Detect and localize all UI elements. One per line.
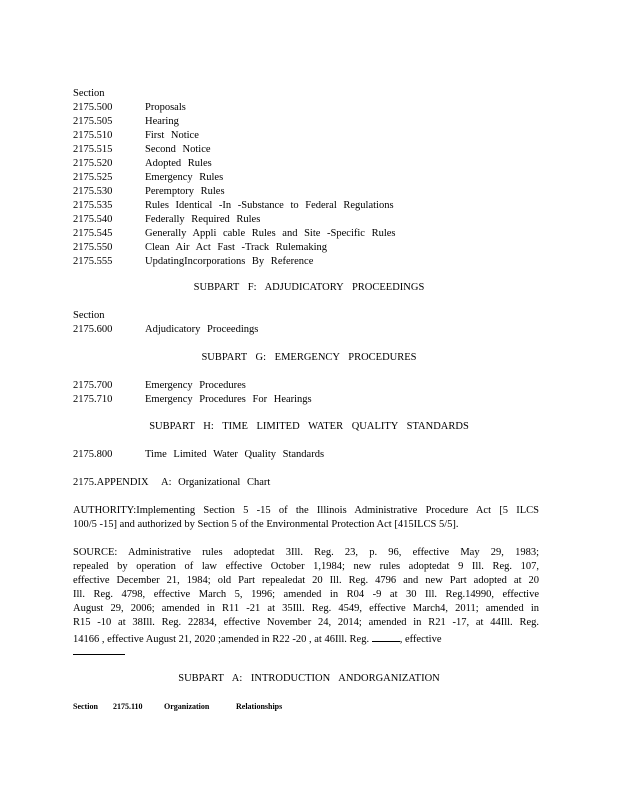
section-number: 2175.540 (73, 214, 113, 225)
toc-row (73, 379, 312, 393)
subpart-a-heading: SUBPART A: INTRODUCTION ANDORGANIZATION (178, 673, 440, 684)
toc-row (73, 101, 395, 115)
subpart-h-heading: SUBPART H: TIME LIMITED WATER QUALITY STANDARDS (149, 421, 469, 432)
section-number: 2175.505 (73, 116, 113, 127)
appendix-entry (73, 476, 270, 490)
toc-section-header: Section (73, 88, 105, 99)
toc-section-header: Section (73, 310, 105, 321)
section-number: 2175.600 (73, 324, 113, 335)
toc-row (73, 241, 395, 255)
section-number: 2175.525 (73, 172, 113, 183)
section-title: Hearing (145, 116, 179, 127)
section-footer-line (73, 700, 282, 714)
section-number: 2175.515 (73, 144, 113, 155)
section-number: 2175.550 (73, 242, 113, 253)
source-line: August 29, 2006; amended in R11 -21 at 35Ill. Reg. 4549, effective March4, 2011; amended in (73, 603, 539, 614)
toc-row (73, 157, 395, 171)
source-line: Ill. Reg. 4798, effective March 5, 1996; amended in R04 -9 at 30 Ill. Reg.14990, effective (73, 589, 539, 600)
toc-subpart-f (73, 309, 258, 337)
toc-row (73, 171, 395, 185)
section-title: Second Notice (145, 144, 211, 155)
section-title: Adjudicatory Proceedings (145, 324, 259, 335)
section-title: First Notice (145, 130, 199, 141)
toc-row (73, 448, 324, 462)
authority-line: AUTHORITY:Implementing Section 5 -15 of the Illinois Administrative Procedure Act [5 ILCS (73, 505, 539, 516)
toc-subpart-g (73, 379, 312, 407)
section-title: UpdatingIncorporations By Reference (145, 256, 314, 267)
toc-rows (73, 101, 395, 269)
section-number: 2175.555 (73, 256, 113, 267)
toc-row (73, 199, 395, 213)
toc-row (73, 185, 395, 199)
section-number: 2175.530 (73, 186, 113, 197)
blank-underline (73, 654, 125, 655)
section-title: Emergency Procedures For Hearings (145, 394, 312, 405)
toc-row (73, 129, 395, 143)
section-number: 2175.500 (73, 102, 113, 113)
source-line: effective December 21, 1984; old Part repealedat 20 Ill. Reg. 4796 and new Part adopted at 20 (73, 575, 539, 586)
section-title: Federally Required Rules (145, 214, 261, 225)
subpart-f-heading: SUBPART F: ADJUDICATORY PROCEEDINGS (193, 282, 425, 293)
subpart-g-heading: SUBPART G: EMERGENCY PROCEDURES (201, 352, 417, 363)
section-title: Proposals (145, 102, 186, 113)
section-number: 2175.545 (73, 228, 113, 239)
section-title: Peremptory Rules (145, 186, 225, 197)
footer-section-number: 2175.110 (113, 702, 143, 711)
section-title: Rules Identical -In -Substance to Federal Regulations (145, 200, 394, 211)
authority-line: 100/5 -15] and authorized by Section 5 of the Environmental Protection Act [415ILCS 5/5]. (73, 519, 459, 530)
section-title: Emergency Procedures (145, 380, 246, 391)
blank-fill-line (372, 630, 400, 642)
section-number: 2175.710 (73, 394, 113, 405)
section-number: 2175.535 (73, 200, 113, 211)
appendix-title: A: Organizational Chart (161, 477, 271, 488)
appendix-label: 2175.APPENDIX (73, 477, 149, 488)
authority-note (73, 504, 539, 532)
section-number: 2175.510 (73, 130, 113, 141)
section-number: 2175.520 (73, 158, 113, 169)
toc-subpart-e (73, 87, 395, 269)
section-title: Adopted Rules (145, 158, 212, 169)
toc-row (73, 255, 395, 269)
section-title: Emergency Rules (145, 172, 224, 183)
source-line: repealed by operation of law effective October 1,1984; new rules adoptedat 9 Ill. Reg. 107, (73, 561, 539, 572)
source-line-tail: , effective (399, 634, 442, 645)
source-line-text: 14166 , effective August 21, 2020 ;amended in R22 -20 , at 46Ill. Reg. (73, 634, 370, 645)
toc-row (73, 323, 258, 337)
toc-row (73, 213, 395, 227)
toc-row (73, 393, 312, 407)
section-title: Time Limited Water Quality Standards (145, 449, 325, 460)
toc-row (73, 227, 395, 241)
section-number: 2175.700 (73, 380, 113, 391)
footer-title-1: Organization (164, 702, 210, 711)
section-title: Clean Air Act Fast -Track Rulemaking (145, 242, 328, 253)
footer-section-label: Section (73, 702, 98, 711)
footer-title-2: Relationships (236, 702, 283, 711)
toc-subpart-h (73, 448, 324, 462)
source-line: SOURCE: Administrative rules adoptedat 3Ill. Reg. 23, p. 96, effective May 29, 1983; (73, 547, 539, 558)
source-line: R15 -10 at 38Ill. Reg. 22834, effective November 24, 2014; amended in R21 -17, at 44Ill. Reg. (73, 617, 539, 628)
section-number: 2175.800 (73, 449, 113, 460)
source-line (73, 630, 539, 644)
toc-row (73, 143, 395, 157)
toc-row (73, 115, 395, 129)
source-note (73, 546, 539, 644)
section-title: Generally Appli cable Rules and Site -Specific Rules (145, 228, 396, 239)
